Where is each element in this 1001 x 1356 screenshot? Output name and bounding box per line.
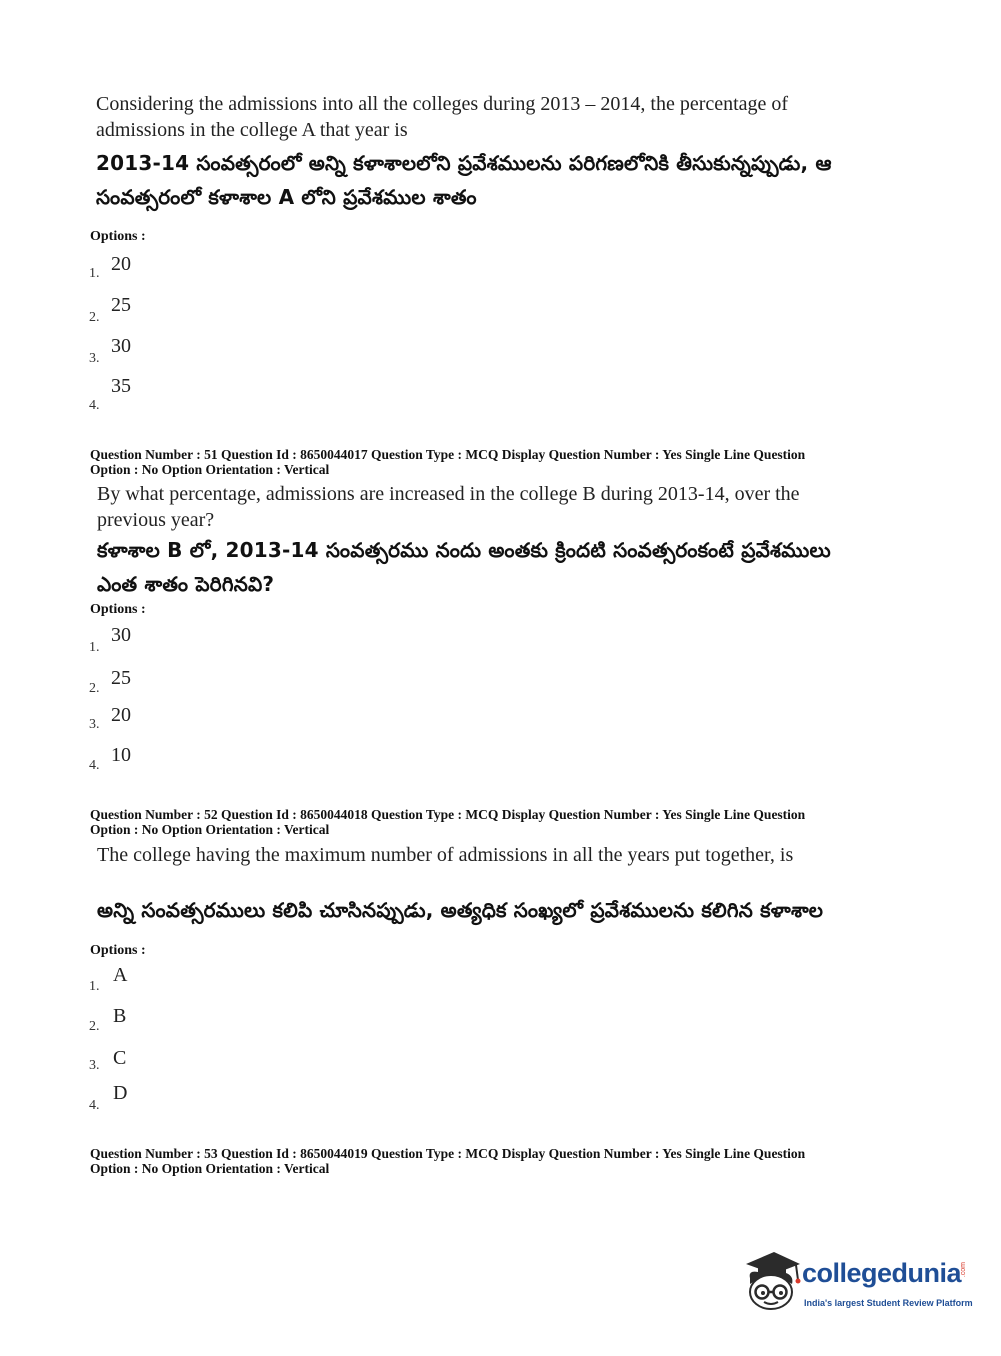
question-52-english-line1: The college having the maximum number of admissions in all the years put together, is: [97, 844, 794, 866]
question-52-meta: [90, 807, 920, 837]
question-52-meta-line2: Option : No Option Orientation : Vertical: [90, 822, 330, 837]
question-53-meta: [90, 1146, 920, 1176]
question-51-english-line1: By what percentage, admissions are increased in the college B during 2013-14, over the: [97, 483, 800, 505]
option-value[interactable]: 10: [111, 744, 131, 766]
option-value[interactable]: 25: [111, 294, 131, 316]
question-50-english-line2: admissions in the college A that year is: [96, 119, 408, 141]
option-value[interactable]: 35: [111, 375, 131, 397]
logo-tagline: India's largest Student Review Platform: [804, 1298, 973, 1308]
student-mascot-icon: [740, 1248, 802, 1314]
question-51-options-label: Options :: [90, 602, 146, 617]
option-value[interactable]: A: [113, 964, 128, 986]
collegedunia-logo[interactable]: [740, 1248, 975, 1320]
question-52-options-label: Options :: [90, 943, 146, 958]
question-51-english: [97, 481, 917, 533]
logo-brand-name: collegedunia: [802, 1258, 962, 1288]
option-number: 4.: [89, 1098, 100, 1113]
option-number: 3.: [89, 717, 100, 732]
option-value[interactable]: 20: [111, 704, 131, 726]
question-51-telugu: [97, 533, 917, 601]
option-number: 1.: [89, 640, 100, 655]
option-value[interactable]: D: [113, 1082, 128, 1104]
option-value[interactable]: 30: [111, 624, 131, 646]
question-53-meta-line2: Option : No Option Orientation : Vertical: [90, 1161, 330, 1176]
question-51-meta-line2: Option : No Option Orientation : Vertical: [90, 462, 330, 477]
question-52-meta-line1: Question Number : 52 Question Id : 8650044018 Question Type : MCQ Display Question Number : Yes Single Line Question: [90, 807, 806, 822]
question-50-telugu-line1: 2013-14 సంవత్సరంలో అన్ని కళాశాలలోని ప్రవేశములను పరిగణలోనికి తీసుకున్నప్పుడు, ఆ: [96, 151, 832, 175]
option-value[interactable]: B: [113, 1005, 127, 1027]
question-51-meta: [90, 447, 920, 477]
question-50-telugu: [96, 146, 916, 214]
option-number: 2.: [89, 310, 100, 325]
option-number: 4.: [89, 758, 100, 773]
option-value[interactable]: 20: [111, 253, 131, 275]
option-number: 1.: [89, 979, 100, 994]
option-number: 1.: [89, 266, 100, 281]
option-value[interactable]: C: [113, 1047, 127, 1069]
question-50-english-line1: Considering the admissions into all the colleges during 2013 – 2014, the percentage of: [96, 93, 789, 115]
question-50-options-label: Options :: [90, 229, 146, 244]
question-51-meta-line1: Question Number : 51 Question Id : 8650044017 Question Type : MCQ Display Question Number : Yes Single Line Question: [90, 447, 806, 462]
option-number: 2.: [89, 681, 100, 696]
logo-dotcom: .com: [960, 1262, 967, 1278]
option-number: 2.: [89, 1019, 100, 1034]
option-number: 3.: [89, 351, 100, 366]
question-52-telugu-line1: అన్ని సంవత్సరములు కలిపి చూసినప్పుడు, అత్యధిక సంఖ్యలో ప్రవేశములను కలిగిన కళాశాల: [97, 898, 824, 922]
question-51-telugu-line1: కళాశాల B లో, 2013-14 సంవత్సరము నందు అంతకు క్రిందటి సంవత్సరంకంటే ప్రవేశములు: [97, 538, 831, 562]
question-51-english-line2: previous year?: [97, 509, 215, 531]
question-51-telugu-line2: ఎంత శాతం పెరిగినవి?: [97, 572, 275, 596]
option-value[interactable]: 30: [111, 335, 131, 357]
question-52-telugu: [97, 893, 917, 927]
option-number: 3.: [89, 1058, 100, 1073]
question-50-english: [96, 91, 916, 143]
option-number: 4.: [89, 398, 100, 413]
question-53-meta-line1: Question Number : 53 Question Id : 8650044019 Question Type : MCQ Display Question Number : Yes Single Line Question: [90, 1146, 806, 1161]
option-value[interactable]: 25: [111, 667, 131, 689]
question-50-telugu-line2: సంవత్సరంలో కళాశాల A లోని ప్రవేశముల శాతం: [96, 185, 477, 209]
question-52-english: [97, 842, 917, 868]
